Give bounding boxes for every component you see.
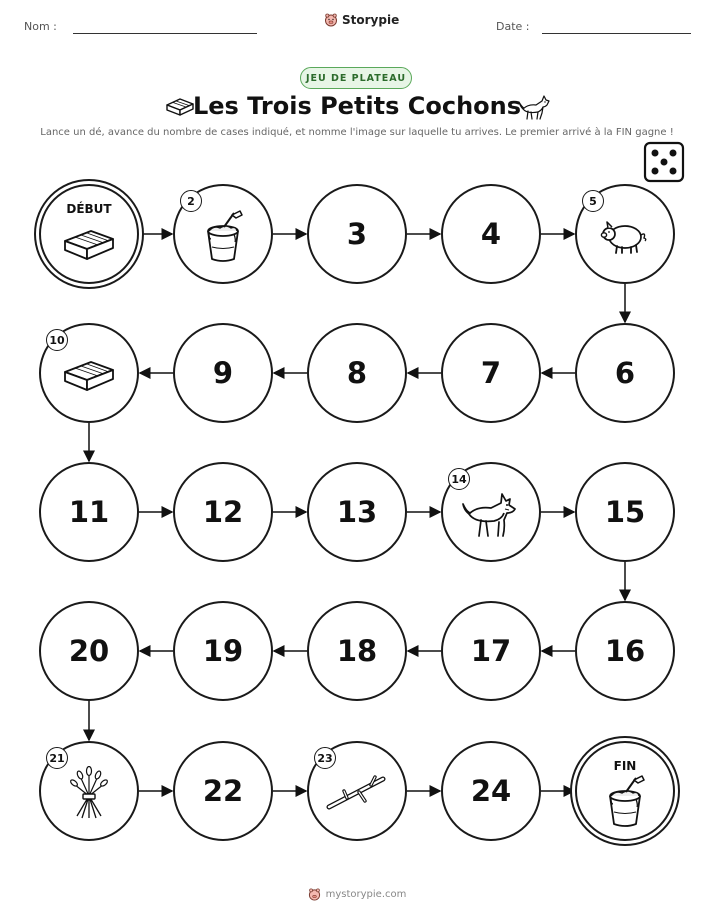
straw-bundle-icon bbox=[67, 766, 111, 820]
board-space bbox=[39, 323, 139, 423]
board-space bbox=[307, 601, 407, 701]
space-number: 12 bbox=[202, 495, 244, 529]
pig-icon bbox=[599, 216, 651, 256]
start-label: DÉBUT bbox=[66, 202, 112, 216]
space-number: 3 bbox=[346, 217, 368, 251]
footer-url: mystorypie.com bbox=[325, 889, 407, 900]
date-label: Date : bbox=[496, 20, 530, 33]
brick-icon bbox=[61, 355, 117, 395]
board-space bbox=[575, 462, 675, 562]
board-space bbox=[39, 601, 139, 701]
board-space bbox=[307, 184, 407, 284]
board-space bbox=[575, 601, 675, 701]
board-space bbox=[441, 462, 541, 562]
board-space bbox=[441, 601, 541, 701]
brick-icon bbox=[61, 224, 117, 264]
board-space bbox=[441, 184, 541, 284]
wolf-icon bbox=[461, 488, 521, 540]
board-space bbox=[173, 601, 273, 701]
finish-label: FIN bbox=[613, 759, 637, 773]
mortar-bucket-icon bbox=[602, 774, 648, 828]
board-space bbox=[441, 741, 541, 841]
space-number-badge: 2 bbox=[180, 190, 202, 212]
brand-name: Storypie bbox=[342, 13, 400, 27]
board-space bbox=[173, 462, 273, 562]
space-number: 9 bbox=[212, 356, 234, 390]
instructions: Lance un dé, avance du nombre de cases indiqué, et nomme l'image sur laquelle tu arrives. Le premier arrivé à la FIN gagne ! bbox=[40, 127, 674, 138]
category-badge: JEU DE PLATEAU bbox=[300, 67, 412, 89]
space-number: 24 bbox=[470, 774, 512, 808]
space-number: 4 bbox=[480, 217, 502, 251]
board-space bbox=[307, 741, 407, 841]
board-space bbox=[173, 184, 273, 284]
start-space bbox=[39, 184, 139, 284]
space-number-badge: 10 bbox=[46, 329, 68, 351]
board-space bbox=[173, 741, 273, 841]
space-number-badge: 21 bbox=[46, 747, 68, 769]
space-number: 19 bbox=[202, 634, 244, 668]
space-number: 6 bbox=[614, 356, 636, 390]
name-label: Nom : bbox=[24, 20, 57, 33]
stick-icon bbox=[325, 773, 389, 813]
board-space bbox=[39, 741, 139, 841]
space-number: 18 bbox=[336, 634, 378, 668]
space-number: 16 bbox=[604, 634, 646, 668]
space-number: 22 bbox=[202, 774, 244, 808]
board-space bbox=[307, 462, 407, 562]
board-space bbox=[575, 323, 675, 423]
finish-space bbox=[575, 741, 675, 841]
space-number-badge: 23 bbox=[314, 747, 336, 769]
space-number: 17 bbox=[470, 634, 512, 668]
board-space bbox=[307, 323, 407, 423]
space-number: 8 bbox=[346, 356, 368, 390]
footer bbox=[0, 888, 714, 901]
mortar-bucket-icon bbox=[200, 209, 246, 263]
space-number: 20 bbox=[68, 634, 110, 668]
space-number: 15 bbox=[604, 495, 646, 529]
pig-mascot-icon bbox=[308, 888, 321, 901]
space-number: 7 bbox=[480, 356, 502, 390]
space-number: 13 bbox=[336, 495, 378, 529]
space-number: 11 bbox=[68, 495, 110, 529]
space-number-badge: 5 bbox=[582, 190, 604, 212]
board-space bbox=[575, 184, 675, 284]
board-space bbox=[173, 323, 273, 423]
space-number-badge: 14 bbox=[448, 468, 470, 490]
board-space bbox=[441, 323, 541, 423]
board-space bbox=[39, 462, 139, 562]
page-title: Les Trois Petits Cochons bbox=[192, 92, 522, 120]
